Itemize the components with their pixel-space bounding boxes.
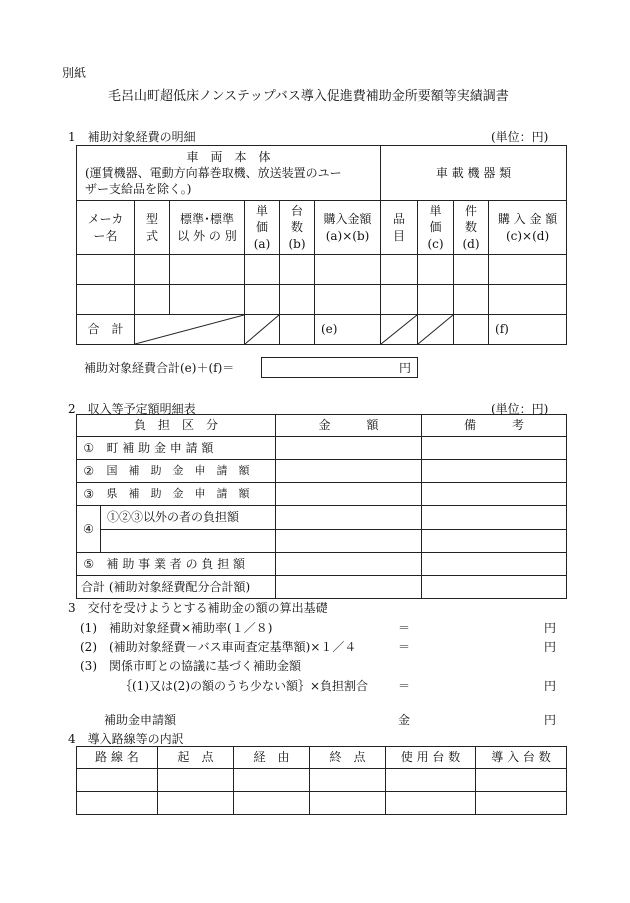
section1-heading: 1 補助対象経費の明細 xyxy=(68,130,196,144)
vehicle-group-note-1: (運賃機器、電動方向幕巻取機、放送装置のユー xyxy=(85,165,342,180)
col-eq-purchase-line1: 購 入 金 額 xyxy=(497,212,558,227)
col-model xyxy=(135,201,170,255)
col-maker-line1: メーカ xyxy=(87,212,124,227)
col-item-line1: 品 xyxy=(393,212,406,227)
col-eq-unit-price-line1: 単 xyxy=(429,204,442,219)
vehicle-group-note-2: ザー支給品を除く。) xyxy=(85,182,192,197)
row-label: 補 助 事 業 者 の 負 担 額 xyxy=(101,553,276,576)
section2-unit: (単位：円) xyxy=(491,402,549,416)
cell-input[interactable] xyxy=(77,769,158,792)
cell-input[interactable] xyxy=(280,315,315,345)
cell-input[interactable] xyxy=(170,285,245,315)
table-row xyxy=(77,530,567,553)
sum-unit: 円 xyxy=(398,361,411,375)
apply-label: 補助金申請額 xyxy=(104,713,177,727)
col-count xyxy=(280,201,315,255)
calc-line-3: (3) 関係市町との協議に基づく補助金額 xyxy=(80,659,301,673)
col-unit-price-line1: 単 xyxy=(255,204,268,219)
remarks-cell[interactable] xyxy=(422,506,567,530)
row-num: ② xyxy=(77,460,101,483)
row-num: ① xyxy=(77,437,101,460)
cell-input[interactable] xyxy=(280,285,315,315)
col-category: 負 担 区 分 xyxy=(77,415,276,437)
col-standard-line2: 以 外 の 別 xyxy=(177,228,237,243)
col-eq-count-line2: 数 xyxy=(465,220,478,235)
remarks-cell[interactable] xyxy=(422,530,567,553)
apply-yen: 円 xyxy=(544,713,557,727)
table-row xyxy=(77,769,567,792)
slashed-cell xyxy=(381,315,418,345)
col-eq-unit-price xyxy=(418,201,454,255)
table-row xyxy=(77,285,567,315)
table-row xyxy=(77,255,567,285)
cell-input[interactable] xyxy=(245,255,280,285)
col-count-line1: 台 xyxy=(290,204,303,219)
calc-yen-2: 円 xyxy=(544,640,557,654)
vehicle-group-header xyxy=(77,146,381,201)
remarks-cell[interactable] xyxy=(422,553,567,576)
col-maker xyxy=(77,201,135,255)
sum-field[interactable] xyxy=(261,357,418,378)
cell-input[interactable] xyxy=(135,255,170,285)
cell-input[interactable] xyxy=(280,255,315,285)
row-label: 町 補 助 金 申 請 額 xyxy=(101,437,276,460)
cell-input[interactable] xyxy=(310,769,386,792)
cell-input[interactable] xyxy=(310,792,386,815)
total-label: 合 計 xyxy=(77,315,135,345)
col-count-line2: 数 xyxy=(290,220,303,235)
remarks-cell[interactable] xyxy=(422,437,567,460)
col-eq-count xyxy=(454,201,489,255)
calc-line-3b: ｛(1)又は(2)の額のうち少ない額｝×負担割合 xyxy=(120,679,369,693)
cell-input[interactable] xyxy=(158,792,234,815)
cell-input[interactable] xyxy=(234,769,310,792)
col-unit-price-line2: 価 xyxy=(255,220,268,235)
cell-input[interactable] xyxy=(476,792,567,815)
amount-cell[interactable] xyxy=(276,576,422,599)
remarks-cell[interactable] xyxy=(422,576,567,599)
cell-input[interactable] xyxy=(315,285,381,315)
col-eq-count-line3: (d) xyxy=(462,236,480,251)
section3-heading: 3 交付を受けようとする補助金の額の算出基礎 xyxy=(68,601,328,615)
col-item-line2: 目 xyxy=(393,228,406,243)
cell-input[interactable] xyxy=(77,285,135,315)
apply-kin: 金 xyxy=(398,713,411,727)
slashed-cell xyxy=(418,315,454,345)
sum-label: 補助対象経費合計(e)＋(f)＝ xyxy=(84,361,235,375)
attachment-label: 別紙 xyxy=(62,66,87,80)
col-purchase-line2: (a)×(b) xyxy=(325,228,370,243)
col-start: 起 点 xyxy=(158,747,234,769)
slash-line xyxy=(135,315,244,344)
cell-input[interactable] xyxy=(454,255,489,285)
amount-cell[interactable] xyxy=(276,530,422,553)
amount-cell[interactable] xyxy=(276,506,422,530)
col-unit-price xyxy=(245,201,280,255)
total-f: (f) xyxy=(489,315,567,345)
equipment-group-header: 車 載 機 器 類 xyxy=(381,146,567,201)
row-label: 県 補 助 金 申 請 額 xyxy=(101,483,276,506)
page-title: 毛呂山町超低床ノンステップバス導入促進費補助金所要額等実績調書 xyxy=(108,89,509,104)
col-eq-count-line1: 件 xyxy=(465,204,478,219)
amount-cell[interactable] xyxy=(276,483,422,506)
calc-yen-1: 円 xyxy=(544,621,557,635)
cell-input[interactable] xyxy=(158,769,234,792)
total-row xyxy=(77,315,567,345)
col-amount: 金 額 xyxy=(276,415,422,437)
col-intro-count: 導 入 台 数 xyxy=(476,747,567,769)
remarks-cell[interactable] xyxy=(422,483,567,506)
col-eq-unit-price-line3: (c) xyxy=(427,236,444,251)
calc-eq-1: ＝ xyxy=(398,621,411,635)
cell-input[interactable] xyxy=(381,285,418,315)
remarks-cell[interactable] xyxy=(422,460,567,483)
cell-input[interactable] xyxy=(418,285,454,315)
cell-input[interactable] xyxy=(418,255,454,285)
calc-yen-3: 円 xyxy=(544,679,557,693)
cell-input[interactable] xyxy=(315,255,381,285)
cell-input[interactable] xyxy=(454,285,489,315)
cell-input[interactable] xyxy=(77,255,135,285)
route-table xyxy=(76,746,567,815)
table-row xyxy=(77,553,567,576)
revenue-table xyxy=(76,414,567,599)
col-model-line2: 式 xyxy=(145,228,158,243)
cell-input[interactable] xyxy=(489,255,567,285)
col-item xyxy=(381,201,418,255)
slash-line xyxy=(381,315,417,344)
table-row xyxy=(77,792,567,815)
col-standard xyxy=(170,201,245,255)
amount-cell[interactable] xyxy=(276,460,422,483)
cell-input[interactable] xyxy=(386,792,476,815)
col-unit-price-line3: (a) xyxy=(253,236,271,251)
row-label: ①②③以外の者の負担額 xyxy=(101,506,276,530)
row-num: ⑤ xyxy=(77,553,101,576)
cell-input[interactable] xyxy=(234,792,310,815)
calc-eq-3: ＝ xyxy=(398,679,411,693)
col-eq-purchase xyxy=(489,201,567,255)
expense-detail-table xyxy=(76,145,567,345)
calc-eq-2: ＝ xyxy=(398,640,411,654)
col-maker-line2: ー名 xyxy=(93,228,118,243)
col-model-line1: 型 xyxy=(145,212,158,227)
section1-unit: (単位：円) xyxy=(491,130,549,144)
total-e: (e) xyxy=(315,315,381,345)
cell-input[interactable] xyxy=(454,315,489,345)
col-eq-unit-price-line2: 価 xyxy=(429,220,442,235)
slash-line xyxy=(418,315,453,344)
col-standard-line1: 標準･標準 xyxy=(179,212,234,227)
section4-heading: 4 導入路線等の内訳 xyxy=(68,732,184,746)
table-row xyxy=(77,437,567,460)
slash-line xyxy=(245,315,279,344)
table-row xyxy=(77,460,567,483)
slashed-cell xyxy=(245,315,280,345)
amount-cell[interactable] xyxy=(276,553,422,576)
col-count-line3: (b) xyxy=(288,236,306,251)
col-end: 終 点 xyxy=(310,747,386,769)
slashed-cell xyxy=(135,315,245,345)
col-eq-purchase-line2: (c)×(d) xyxy=(505,228,550,243)
col-purchase xyxy=(315,201,381,255)
amount-cell[interactable] xyxy=(276,437,422,460)
col-via: 経 由 xyxy=(234,747,310,769)
cell-input[interactable] xyxy=(489,285,567,315)
cell-input[interactable] xyxy=(476,769,567,792)
total-label: 合計 (補助対象経費配分合計額) xyxy=(77,576,276,599)
calc-line-2: (2) (補助対象経費－バス車両査定基準額)×１／４ xyxy=(80,640,357,654)
cell-input[interactable] xyxy=(77,792,158,815)
row-label: 国 補 助 金 申 請 額 xyxy=(101,460,276,483)
col-remarks: 備 考 xyxy=(422,415,567,437)
section2-heading: 2 収入等予定額明細表 xyxy=(68,402,196,416)
row-label-blank[interactable] xyxy=(101,530,276,553)
row-num: ④ xyxy=(77,506,101,553)
total-row xyxy=(77,576,567,599)
cell-input[interactable] xyxy=(135,285,170,315)
calc-line-1: (1) 補助対象経費×補助率(１／８) xyxy=(80,621,273,635)
cell-input[interactable] xyxy=(381,255,418,285)
table-row xyxy=(77,506,567,530)
cell-input[interactable] xyxy=(386,769,476,792)
col-purchase-line1: 購入金額 xyxy=(323,212,372,227)
cell-input[interactable] xyxy=(170,255,245,285)
table-row xyxy=(77,483,567,506)
col-used-count: 使 用 台 数 xyxy=(386,747,476,769)
col-route-name: 路 線 名 xyxy=(77,747,158,769)
cell-input[interactable] xyxy=(245,285,280,315)
vehicle-group-title: 車 両 本 体 xyxy=(186,149,271,164)
row-num: ③ xyxy=(77,483,101,506)
